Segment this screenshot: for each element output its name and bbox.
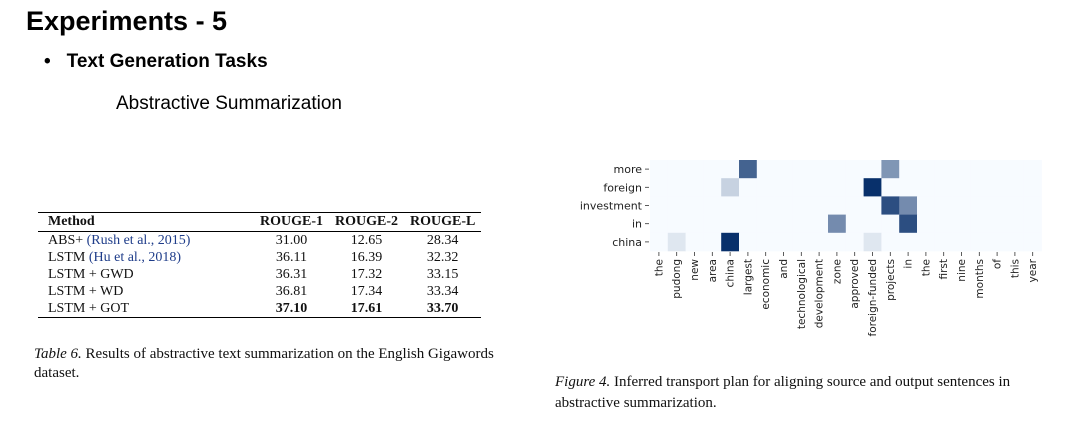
heatmap-cell-in-5 [739, 215, 757, 234]
heatmap-cell-investment-19 [988, 196, 1006, 215]
heatmap-cell-more-18 [970, 160, 988, 179]
heatmap-cell-investment-10 [828, 196, 846, 215]
heatmap-cell-in-12 [864, 215, 882, 234]
heatmap-cell-investment-4 [721, 196, 739, 215]
heatmap-cell-china-15 [917, 233, 935, 252]
x-tick-label-pudong: pudong [671, 259, 684, 299]
citation-link[interactable]: (Hu et al., 2018) [88, 249, 181, 265]
table-header-row [38, 213, 481, 232]
results-table [38, 212, 481, 318]
heatmap-cell-foreign-16 [935, 178, 953, 197]
heatmap-cell-more-7 [775, 160, 793, 179]
x-tick-label-foreign-funded: foreign-funded [867, 259, 879, 337]
rouge-1-cell: 36.11 [276, 249, 307, 265]
x-tick-label-area: area [706, 259, 719, 283]
figure-caption-text: Inferred transport plan for aligning source and output sentences in abstractive summarization. [555, 374, 1011, 411]
table-row [38, 249, 481, 266]
heatmap-cell-foreign-3 [703, 178, 721, 197]
heatmap-cell-in-14 [899, 215, 917, 234]
heatmap-cell-foreign-2 [686, 178, 704, 197]
transport-plan-heatmap [560, 150, 1060, 355]
heatmap-cell-investment-2 [686, 196, 704, 215]
heatmap-cell-china-2 [686, 233, 704, 252]
heatmap-cell-investment-21 [1024, 196, 1042, 215]
heatmap-cell-foreign-20 [1006, 178, 1024, 197]
heatmap-cell-more-21 [1024, 160, 1042, 179]
x-tick-label-of: of [991, 259, 1004, 270]
x-tick-label-zone: zone [831, 259, 844, 285]
heatmap-cell-foreign-10 [828, 178, 846, 197]
rouge-2-cell: 16.39 [350, 249, 383, 265]
heatmap-cell-china-6 [757, 233, 775, 252]
heatmap-cell-investment-5 [739, 196, 757, 215]
x-tick-label-in: in [902, 259, 915, 269]
table-row [38, 266, 481, 283]
heatmap-cell-foreign-19 [988, 178, 1006, 197]
heatmap-cell-foreign-8 [792, 178, 810, 197]
x-tick-label-and: and [778, 259, 790, 279]
heatmap-cell-china-20 [1006, 233, 1024, 252]
y-tick-label-china: china [612, 235, 642, 249]
y-tick-label-investment: investment [579, 199, 642, 213]
heatmap-cell-in-2 [686, 215, 704, 234]
heatmap-cell-more-9 [810, 160, 828, 179]
heatmap-cell-more-12 [864, 160, 882, 179]
heatmap-cell-investment-1 [668, 196, 686, 215]
heatmap-cell-more-14 [899, 160, 917, 179]
heatmap-cell-china-13 [881, 233, 899, 252]
heatmap-cell-in-21 [1024, 215, 1042, 234]
heatmap-cell-investment-20 [1006, 196, 1024, 215]
rouge-l-cell: 28.34 [426, 232, 459, 248]
heatmap-cell-in-8 [792, 215, 810, 234]
heatmap-cell-china-14 [899, 233, 917, 252]
heatmap-cell-china-12 [864, 233, 882, 252]
heatmap-cell-in-3 [703, 215, 721, 234]
rouge-1-cell: 31.00 [275, 232, 308, 248]
heatmap-cell-in-6 [757, 215, 775, 234]
heatmap-cell-foreign-17 [953, 178, 971, 197]
table-caption-label: Table 6. [34, 346, 82, 362]
heatmap-cell-foreign-15 [917, 178, 935, 197]
heatmap-cell-in-17 [953, 215, 971, 234]
heatmap-cell-foreign-6 [757, 178, 775, 197]
table-row [38, 283, 481, 300]
rouge-1-cell: 36.81 [275, 283, 308, 299]
heatmap-cell-foreign-11 [846, 178, 864, 197]
heatmap-cell-more-8 [792, 160, 810, 179]
header-rouge-l: ROUGE-L [410, 214, 476, 229]
table-caption [34, 345, 534, 383]
heatmap-cell-investment-12 [864, 196, 882, 215]
method-cell: LSTM + WD [48, 283, 124, 299]
heatmap-cell-more-4 [721, 160, 739, 179]
x-tick-label-nine: nine [956, 259, 968, 282]
heatmap-cell-investment-7 [775, 196, 793, 215]
heatmap-cell-foreign-12 [864, 178, 882, 197]
heatmap-cell-investment-18 [970, 196, 988, 215]
rouge-2-cell: 12.65 [350, 232, 383, 248]
heatmap-cell-more-15 [917, 160, 935, 179]
rouge-l-cell: 33.34 [426, 283, 459, 299]
x-tick-label-first: first [938, 259, 951, 280]
heatmap-cell-china-18 [970, 233, 988, 252]
y-tick-label-in: in [631, 217, 642, 231]
heatmap-cell-foreign-1 [668, 178, 686, 197]
heatmap-cell-china-17 [953, 233, 971, 252]
heatmap-cell-more-19 [988, 160, 1006, 179]
x-tick-label-the: the [920, 259, 933, 277]
heatmap-cell-more-20 [1006, 160, 1024, 179]
x-tick-label-new: new [689, 259, 701, 281]
rouge-l-cell: 33.15 [426, 266, 459, 282]
x-tick-label-economic: economic [760, 259, 773, 310]
x-tick-label-development: development [813, 259, 826, 329]
heatmap-cell-in-0 [650, 215, 668, 234]
rouge-l-cell: 33.70 [426, 300, 459, 316]
y-tick-label-more: more [613, 163, 642, 177]
header-rouge-1: ROUGE-1 [260, 214, 323, 229]
heatmap-cell-in-1 [668, 215, 686, 234]
heatmap-cell-china-9 [810, 233, 828, 252]
method-cell: LSTM (Hu et al., 2018) [48, 249, 181, 265]
method-cell: ABS+ (Rush et al., 2015) [48, 232, 191, 248]
heatmap-cell-china-4 [721, 233, 739, 252]
heatmap-cell-more-10 [828, 160, 846, 179]
subheading: Abstractive Summarization [116, 93, 342, 114]
heatmap-cell-more-1 [668, 160, 686, 179]
heatmap-cell-investment-3 [703, 196, 721, 215]
x-tick-label-china: china [724, 259, 737, 288]
heatmap-cell-china-8 [792, 233, 810, 252]
heatmap-cell-china-16 [935, 233, 953, 252]
x-tick-label-technological: technological [795, 259, 808, 330]
heatmap-cell-foreign-4 [721, 178, 739, 197]
heatmap-cell-in-4 [721, 215, 739, 234]
x-tick-label-the: the [653, 259, 666, 277]
heatmap-cell-more-0 [650, 160, 668, 179]
heatmap-cell-more-17 [953, 160, 971, 179]
heatmap-cell-in-18 [970, 215, 988, 234]
heatmap-cell-in-7 [775, 215, 793, 234]
heatmap-cell-china-11 [846, 233, 864, 252]
rouge-2-cell: 17.32 [350, 266, 383, 282]
heatmap-cell-investment-17 [953, 196, 971, 215]
x-tick-label-months: months [973, 259, 986, 299]
heatmap-cell-investment-16 [935, 196, 953, 215]
rouge-1-cell: 37.10 [275, 300, 308, 316]
x-tick-label-largest: largest [742, 259, 755, 296]
method-cell: LSTM + GWD [48, 266, 134, 282]
heatmap-cell-more-6 [757, 160, 775, 179]
table-caption-text: Results of abstractive text summarization on the English Gigawords dataset. [34, 346, 494, 381]
heatmap-cell-in-13 [881, 215, 899, 234]
heatmap-cell-more-13 [881, 160, 899, 179]
heatmap-cell-in-15 [917, 215, 935, 234]
heatmap-cell-foreign-21 [1024, 178, 1042, 197]
method-cell: LSTM + GOT [48, 300, 130, 316]
heatmap-cell-investment-8 [792, 196, 810, 215]
heatmap-cell-china-10 [828, 233, 846, 252]
heatmap-cell-more-5 [739, 160, 757, 179]
figure-caption-label: Figure 4. [555, 374, 611, 390]
x-tick-label-projects: projects [884, 259, 897, 301]
heatmap-cell-in-19 [988, 215, 1006, 234]
rouge-2-cell: 17.34 [350, 283, 383, 299]
heatmap-cell-foreign-0 [650, 178, 668, 197]
heatmap-cell-investment-13 [881, 196, 899, 215]
bullet-marker: • [44, 51, 51, 72]
heatmap-cell-investment-9 [810, 196, 828, 215]
x-tick-label-this: this [1009, 259, 1022, 279]
table-row [38, 300, 481, 318]
heatmap-cell-more-3 [703, 160, 721, 179]
heatmap-cell-china-19 [988, 233, 1006, 252]
figure-caption [555, 372, 1075, 414]
y-tick-label-foreign: foreign [603, 181, 642, 195]
x-tick-label-year: year [1027, 259, 1040, 283]
heatmap-cell-china-5 [739, 233, 757, 252]
heatmap-cell-more-16 [935, 160, 953, 179]
heatmap-cell-china-21 [1024, 233, 1042, 252]
heatmap-cell-china-7 [775, 233, 793, 252]
rouge-1-cell: 36.31 [275, 266, 308, 282]
heatmap-cell-foreign-5 [739, 178, 757, 197]
heatmap-cell-china-0 [650, 233, 668, 252]
heatmap-cell-foreign-13 [881, 178, 899, 197]
heatmap-cell-china-3 [703, 233, 721, 252]
slide-title: Experiments - 5 [26, 6, 228, 36]
heatmap-cell-in-16 [935, 215, 953, 234]
citation-link[interactable]: (Rush et al., 2015) [86, 232, 191, 248]
heatmap-cell-china-1 [668, 233, 686, 252]
rouge-2-cell: 17.61 [350, 300, 383, 316]
bullet-item [44, 51, 268, 73]
header-rouge-2: ROUGE-2 [335, 214, 398, 229]
heatmap-cell-in-11 [846, 215, 864, 234]
heatmap-cell-investment-6 [757, 196, 775, 215]
heatmap-cell-in-9 [810, 215, 828, 234]
heatmap-cell-foreign-9 [810, 178, 828, 197]
x-tick-label-approved: approved [849, 259, 862, 309]
heatmap-cell-investment-15 [917, 196, 935, 215]
rouge-l-cell: 32.32 [426, 249, 459, 265]
header-method: Method [48, 214, 95, 229]
heatmap-cell-more-2 [686, 160, 704, 179]
table-row [38, 232, 481, 250]
heatmap-cell-investment-0 [650, 196, 668, 215]
heatmap-cell-foreign-7 [775, 178, 793, 197]
heatmap-cell-in-20 [1006, 215, 1024, 234]
bullet-text: Text Generation Tasks [66, 51, 268, 72]
heatmap-cell-more-11 [846, 160, 864, 179]
heatmap-cell-investment-11 [846, 196, 864, 215]
heatmap-cell-in-10 [828, 215, 846, 234]
heatmap-cell-foreign-18 [970, 178, 988, 197]
heatmap-cell-foreign-14 [899, 178, 917, 197]
heatmap-cell-investment-14 [899, 196, 917, 215]
